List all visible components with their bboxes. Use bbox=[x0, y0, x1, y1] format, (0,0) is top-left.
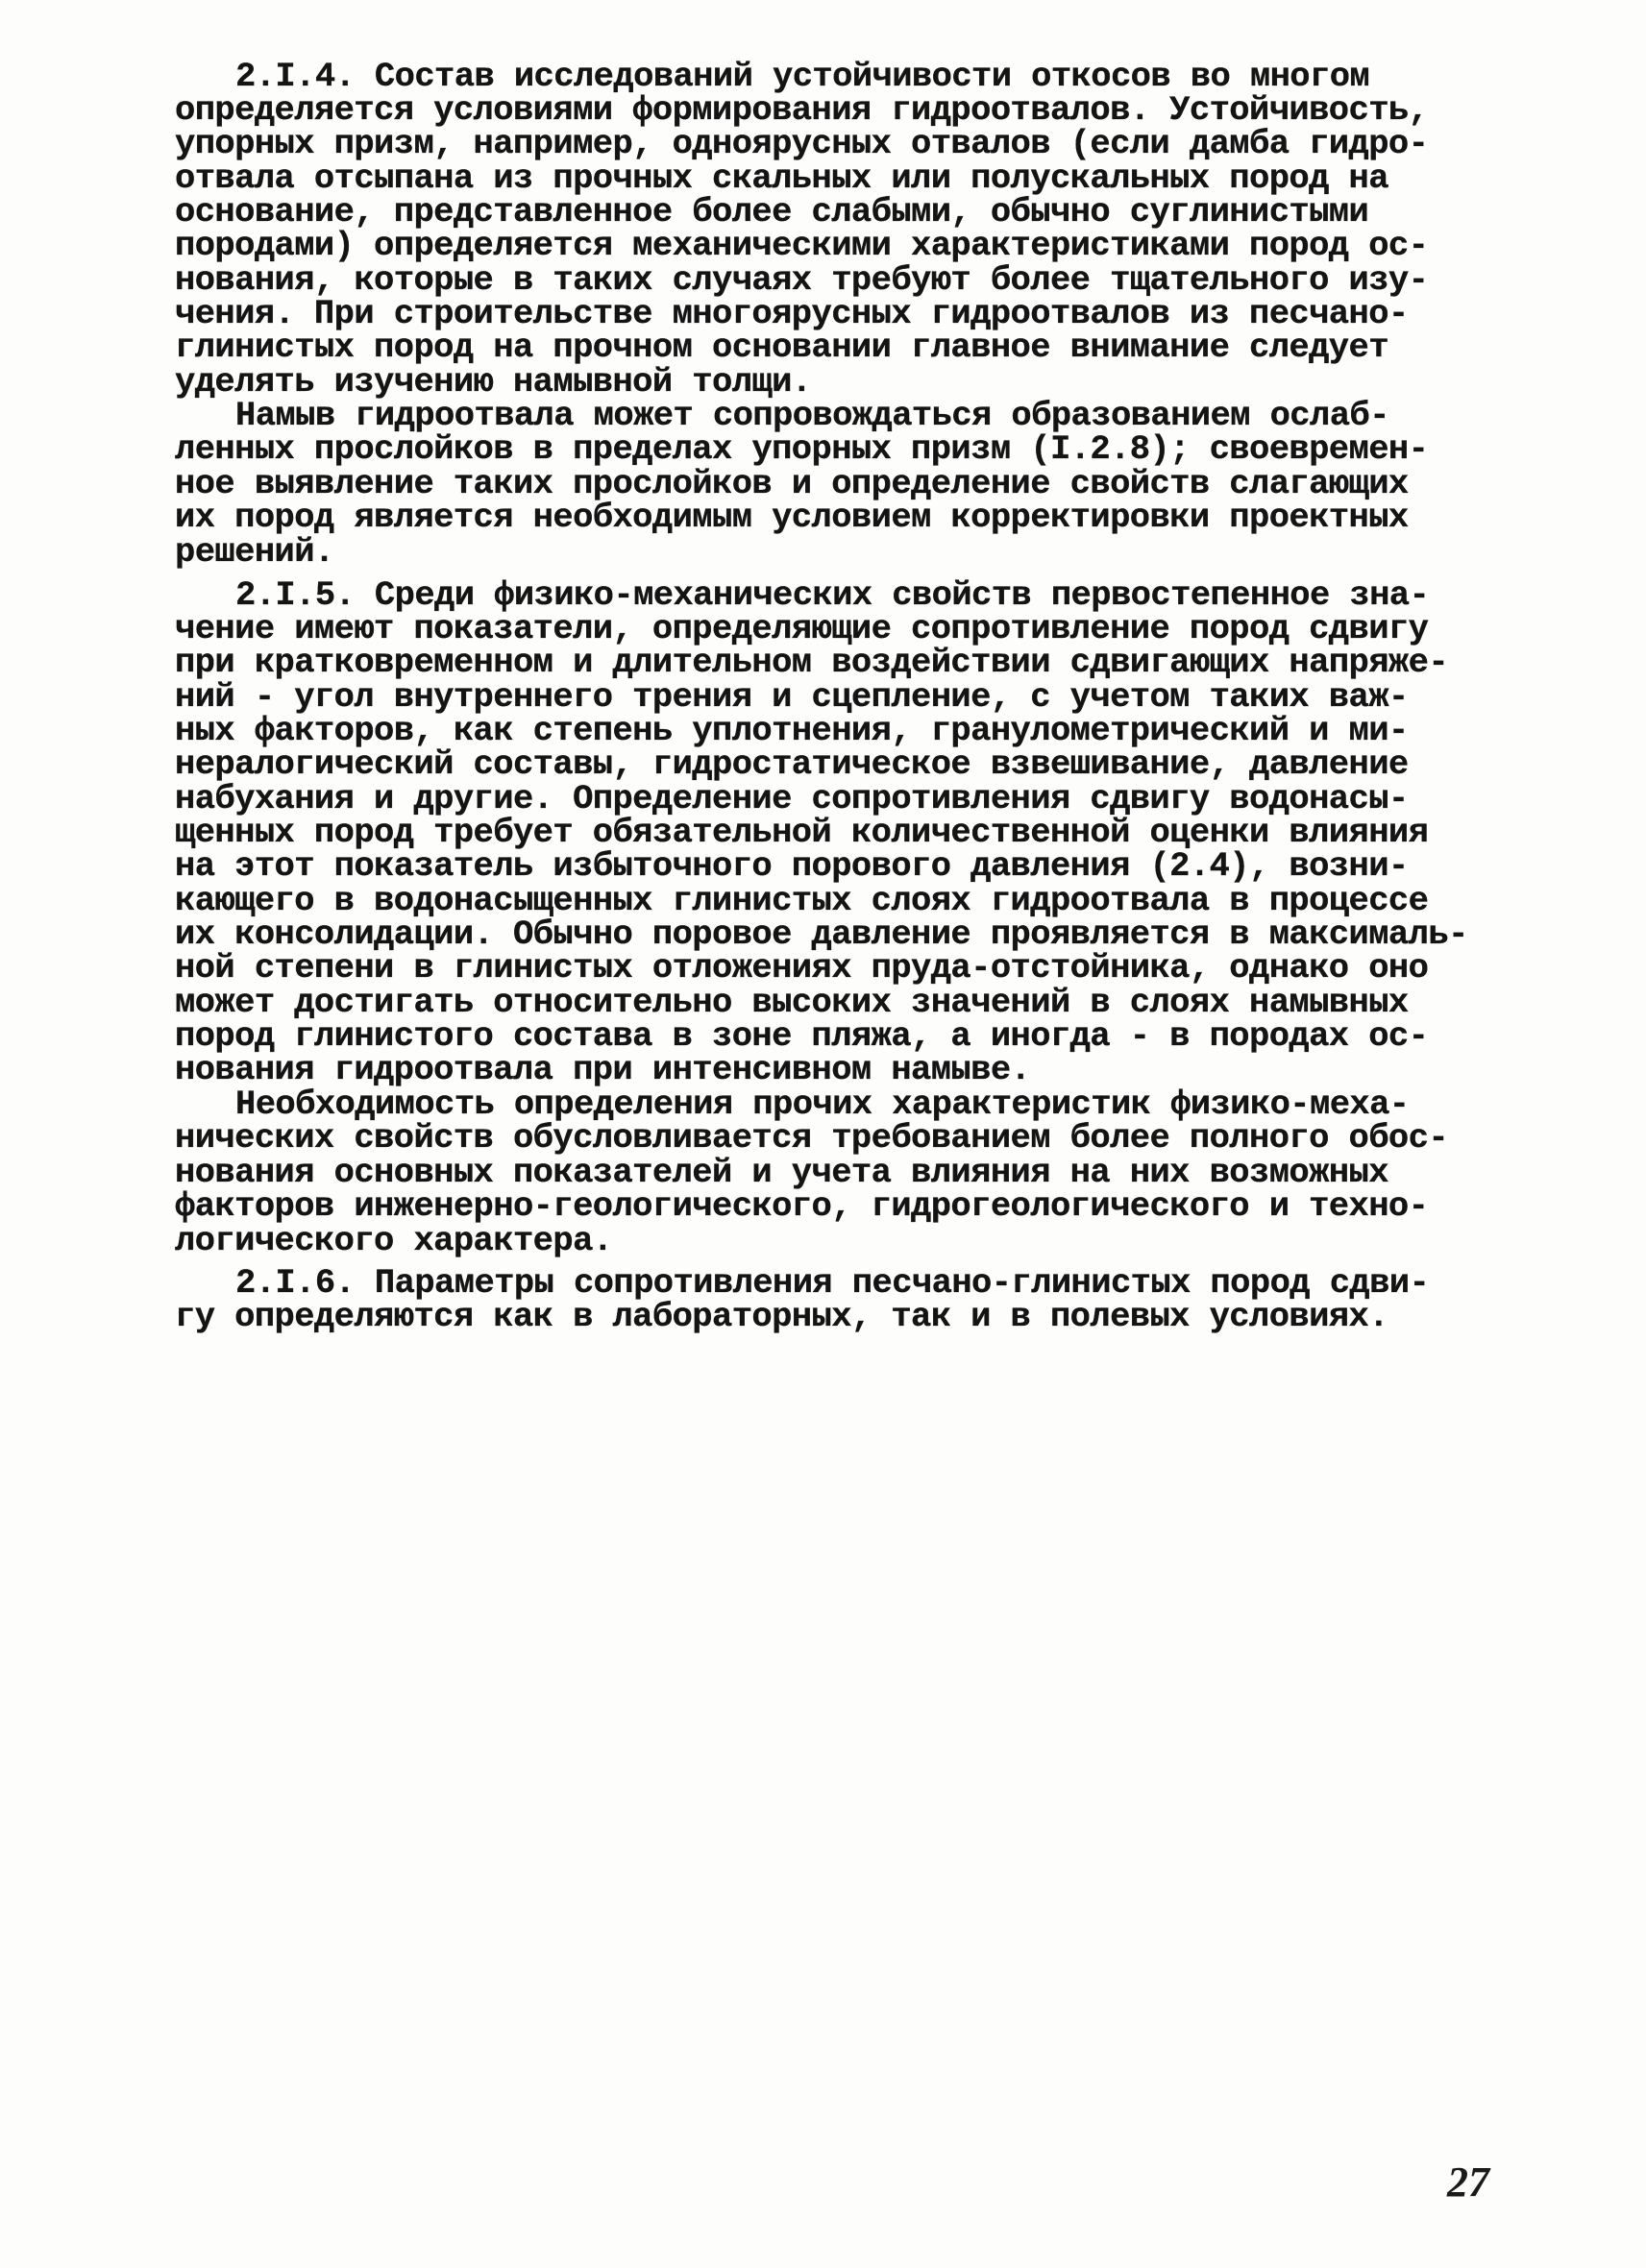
text-line: нования основных показателей и учета влияния на них возможных bbox=[175, 1153, 1388, 1192]
text-line: решений. bbox=[175, 532, 334, 572]
text-line: чения. При строительстве многоярусных гидроотвалов из песчано- bbox=[175, 294, 1409, 333]
text-line: уделять изучению намывной толщи. bbox=[175, 362, 812, 402]
text-line: Необходимость определения прочих характеристик физико-меха- bbox=[235, 1085, 1410, 1124]
page-number: 27 bbox=[1447, 2158, 1489, 2206]
text-line: нералогический составы, гидростатическое взвешивание, давление bbox=[175, 744, 1409, 784]
text-line: на этот показатель избыточного порового давления (2.4), возни- bbox=[175, 846, 1409, 886]
text-line: логического характера. bbox=[175, 1221, 613, 1260]
text-line: ной степени в глинистых отложениях пруда-отстойника, однако оно bbox=[175, 948, 1429, 988]
text-line: ленных прослойков в пределах упорных призм (I.2.8); своевремен- bbox=[175, 429, 1429, 469]
text-line: нования, которые в таких случаях требуют более тщательного изу- bbox=[175, 260, 1429, 300]
text-line: набухания и другие. Определение сопротивления сдвигу водонасы- bbox=[175, 779, 1409, 818]
text-line: кающего в водонасыщенных глинистых слоях гидроотвала в процессе bbox=[175, 881, 1429, 920]
text-line: 2.I.4. Состав исследований устойчивости откосов во многом bbox=[235, 57, 1370, 96]
text-line: при кратковременном и длительном воздействии сдвигающих напряже- bbox=[175, 643, 1449, 682]
text-line: факторов инженерно-геологического, гидрогеологического и техно- bbox=[175, 1186, 1429, 1226]
text-line: щенных пород требует обязательной количественной оценки влияния bbox=[175, 813, 1429, 852]
text-line: упорных призм, например, одноярусных отвалов (если дамба гидро- bbox=[175, 124, 1429, 163]
text-line: чение имеют показатели, определяющие сопротивление пород сдвигу bbox=[175, 609, 1429, 648]
text-line: нических свойств обусловливается требованием более полного обос- bbox=[175, 1118, 1449, 1158]
text-line: 2.I.5. Среди физико-механических свойств первостепенное зна- bbox=[235, 575, 1430, 615]
text-line: пород глинистого состава в зоне пляжа, а иногда - в породах ос- bbox=[175, 1016, 1429, 1056]
text-line: их пород является необходимым условием корректировки проектных bbox=[175, 498, 1409, 537]
text-line: отвала отсыпана из прочных скальных или полускальных пород на bbox=[175, 159, 1388, 198]
text-line: ных факторов, как степень уплотнения, гранулометрический и ми- bbox=[175, 711, 1409, 750]
text-line: определяется условиями формирования гидроотвалов. Устойчивость, bbox=[175, 90, 1429, 130]
text-line: ний - угол внутреннего трения и сцепление, с учетом таких важ- bbox=[175, 677, 1409, 717]
text-line: нования гидроотвала при интенсивном намыве. bbox=[175, 1050, 1031, 1089]
text-line: их консолидации. Обычно поровое давление проявляется в максималь- bbox=[175, 915, 1468, 954]
text-line: породами) определяется механическими характеристиками пород ос- bbox=[175, 226, 1429, 265]
text-line: ное выявление таких прослойков и определение свойств слагающих bbox=[175, 464, 1409, 503]
text-line: гу определяются как в лабораторных, так и в полевых условиях. bbox=[175, 1297, 1388, 1336]
text-line: может достигать относительно высоких значений в слоях намывных bbox=[175, 983, 1409, 1022]
text-line: глинистых пород на прочном основании главное внимание следует bbox=[175, 328, 1388, 367]
text-line: Намыв гидроотвала может сопровождаться образованием ослаб- bbox=[235, 396, 1389, 435]
text-line: 2.I.6. Параметры сопротивления песчано-глинистых пород сдви- bbox=[235, 1263, 1430, 1303]
text-line: основание, представленное более слабыми, обычно суглинистыми bbox=[175, 192, 1369, 232]
